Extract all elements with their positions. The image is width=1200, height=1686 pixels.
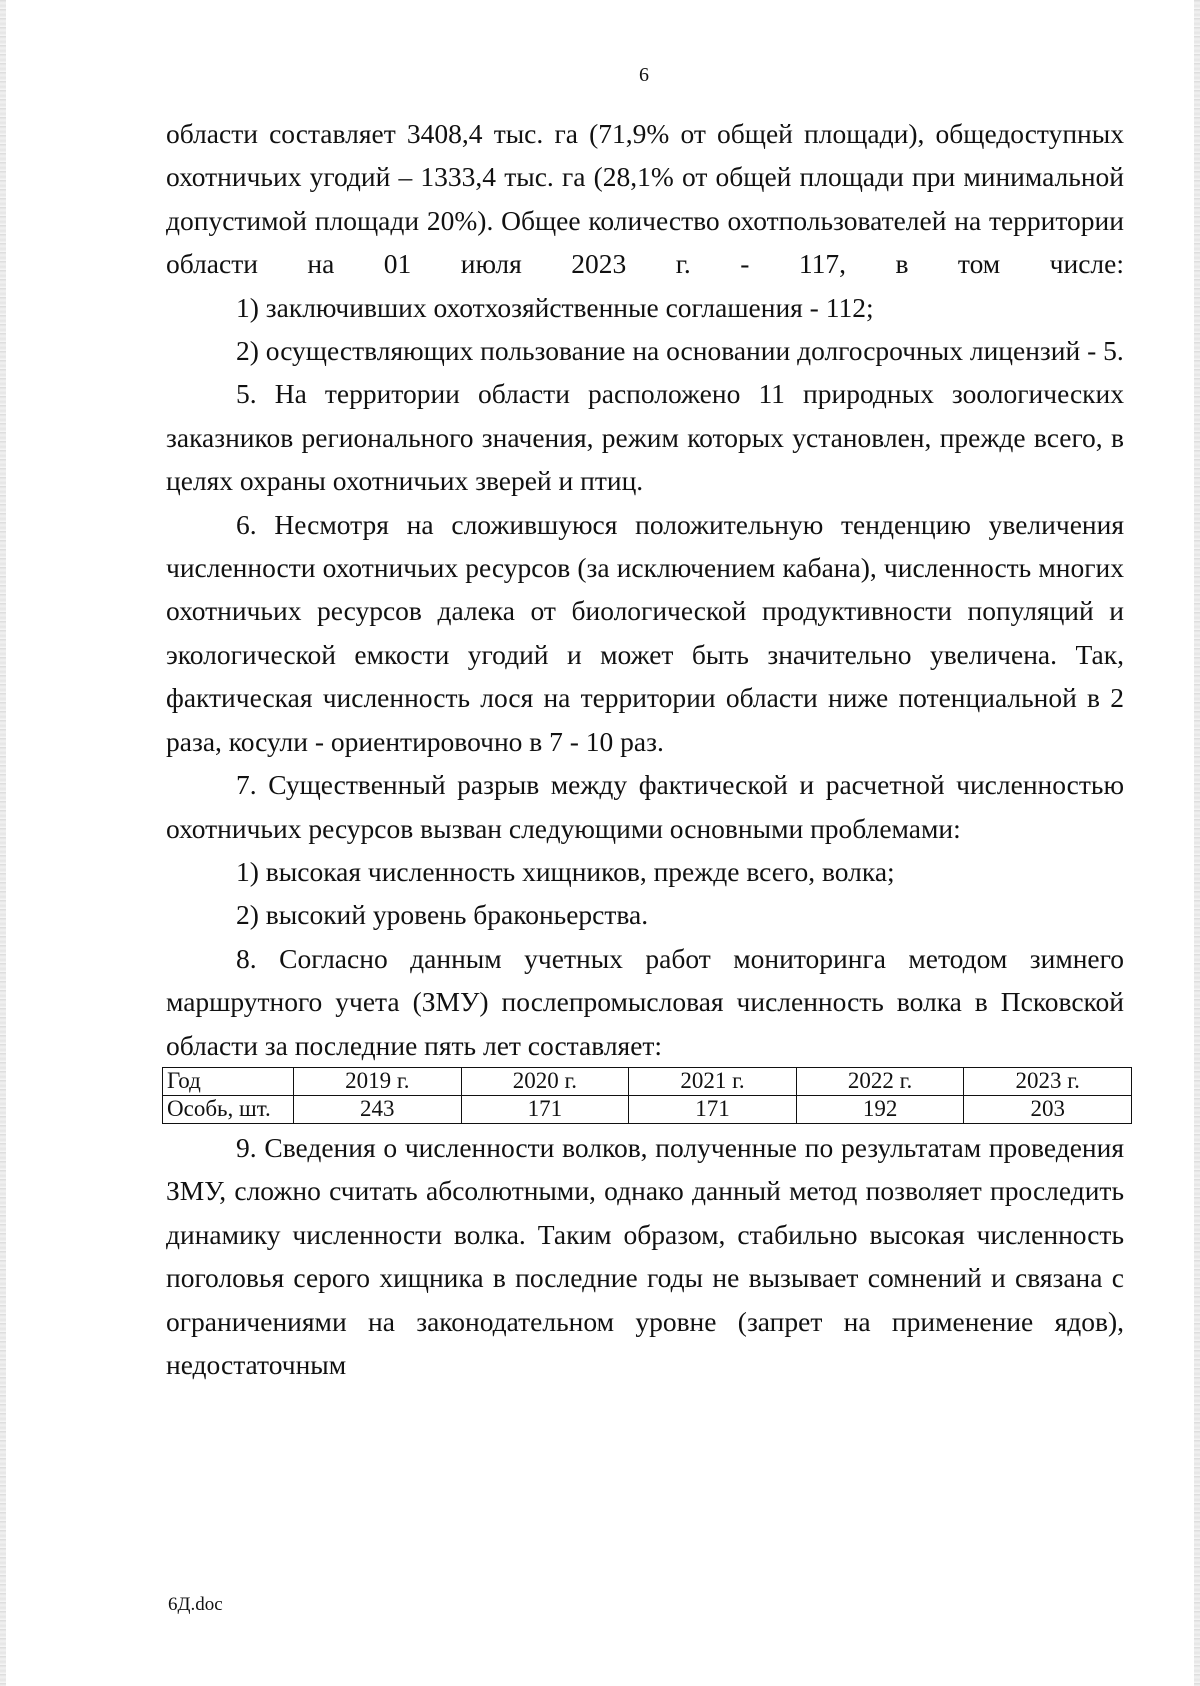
table-cell-year: 2019 г. <box>294 1067 462 1095</box>
table-cell-count: 192 <box>796 1095 964 1123</box>
wolf-population-table <box>162 1067 1132 1124</box>
table-header-count: Особь, шт. <box>163 1095 294 1123</box>
scan-edge-left <box>0 0 6 1686</box>
list-item-licenses: 2) осуществляющих пользование на основании долгосрочных лицензий - 5. <box>236 335 1124 367</box>
table-row-counts <box>163 1095 1132 1123</box>
list-item-agreements: 1) заключивших охотхозяйственные соглашения - 112; <box>236 291 874 323</box>
paragraph-survey-conclusion: 9. Сведения о численности волков, полученные по результатам проведения ЗМУ, сложно считать абсолютными, однако данный метод позволяет проследить динамику численности волка. Таким образом, стабильно высокая численность поголовья серого хищника в последние годы не вызывает сомнений и связана с ограничениями на законодательном уровне (запрет на применение ядов), недостаточным <box>166 1131 1124 1380</box>
scan-edge-right <box>1194 0 1200 1686</box>
paragraph-population-trend: 6. Несмотря на сложившуюся положительную тенденцию увеличения численности охотничьих ресурсов (за исключением кабана), численность многих охотничьих ресурсов далека от биологической продуктивности популяций и экологической емкости угодий и может быть значительно увеличена. Так, фактическая численность лося на территории области ниже потенциальной в 2 раза, косули - ориентировочно в 7 - 10 раз. <box>166 508 1124 757</box>
list-item-poaching: 2) высокий уровень браконьерства. <box>236 899 649 931</box>
table-cell-count: 171 <box>461 1095 629 1123</box>
paragraph-hunting-areas: области составляет 3408,4 тыс. га (71,9% от общей площади), общедоступных охотничьих угодий – 1333,4 тыс. га (28,1% от общей площади при минимальной допустимой площади 20%). Общее количество охотпользователей на территории области на 01 июля 2023 г. - 117, в том числе: <box>166 118 1124 280</box>
document-body <box>166 112 1124 1386</box>
list-item-predators: 1) высокая численность хищников, прежде всего, волка; <box>236 855 895 887</box>
table-cell-year: 2022 г. <box>796 1067 964 1095</box>
table-cell-count: 203 <box>964 1095 1132 1123</box>
footer-filename: 6Д.doc <box>168 1594 223 1615</box>
table-cell-year: 2023 г. <box>964 1067 1132 1095</box>
table-cell-count: 171 <box>629 1095 797 1123</box>
table-row-years <box>163 1067 1132 1095</box>
paragraph-gap-causes: 7. Существенный разрыв между фактической и расчетной численностью охотничьих ресурсов вызван следующими основными проблемами: <box>166 769 1124 844</box>
table-cell-count: 243 <box>294 1095 462 1123</box>
page-number: 6 <box>639 64 649 86</box>
table-header-year: Год <box>163 1067 294 1095</box>
table-cell-year: 2021 г. <box>629 1067 797 1095</box>
paragraph-wolf-survey: 8. Согласно данным учетных работ мониторинга методом зимнего маршрутного учета (ЗМУ) послепромысловая численность волка в Псковской области за последние пять лет составляет: <box>166 942 1124 1061</box>
paragraph-reserves: 5. На территории области расположено 11 природных зоологических заказников регионального значения, режим которых установлен, прежде всего, в целях охраны охотничьих зверей и птиц. <box>166 378 1124 497</box>
table-cell-year: 2020 г. <box>461 1067 629 1095</box>
